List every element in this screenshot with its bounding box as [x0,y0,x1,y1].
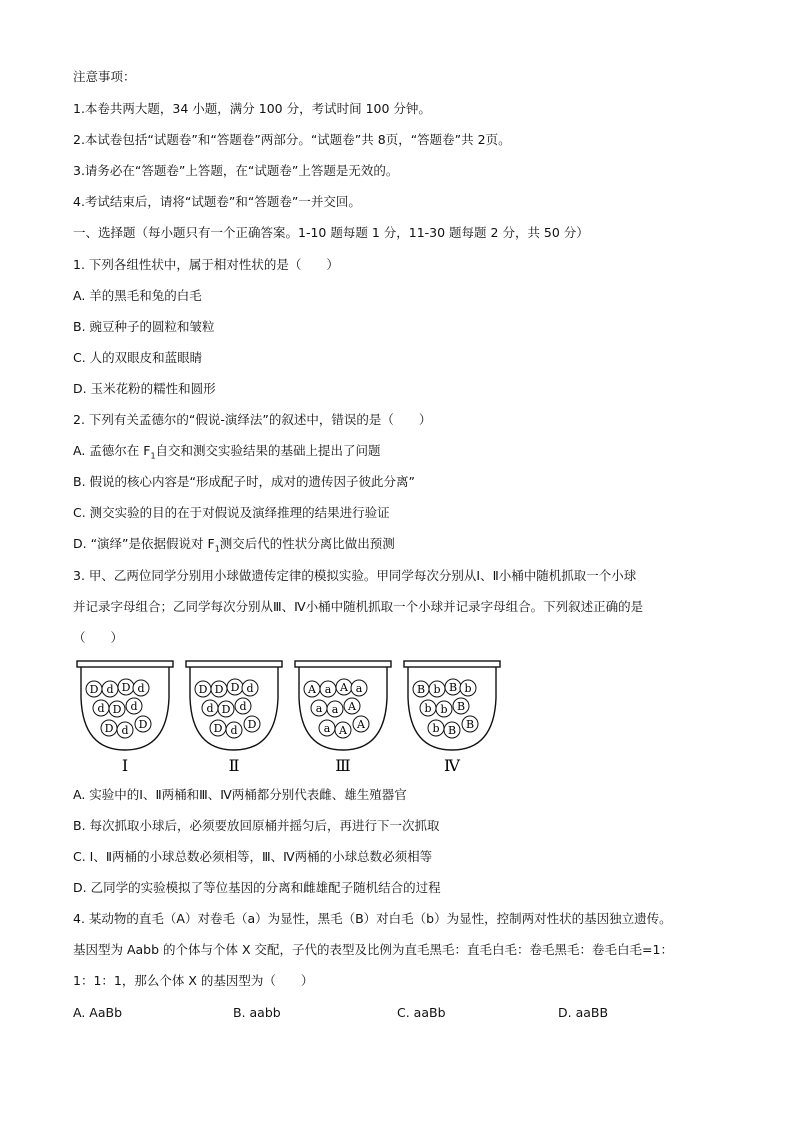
bucket-rim [186,661,282,667]
q3-option-a: A. 实验中的Ⅰ、Ⅱ两桶和Ⅲ、Ⅳ两桶都分别代表雌、雄生殖器官 [73,787,407,802]
notice-item-4: 4.考试结束后，请将“试题卷”和“答题卷”一并交回。 [73,194,361,209]
ball-letter: B [448,681,458,694]
bucket-label: Ⅰ [121,756,129,775]
q2-option-d: D. “演绎”是依据假说对 $F_1$测交后代的性状分离比做出预测 [73,536,395,554]
ball-letter: B [465,718,475,731]
ball-letter: B [416,683,426,696]
ball-letter: A [357,718,365,731]
q1-stem: 1. 下列各组性状中，属于相对性状的是（ ） [73,257,339,272]
ball-letter: a [331,703,339,716]
bucket-1 [77,661,173,775]
bucket-3 [295,661,391,775]
subscript-1: 1 [214,544,220,554]
ball-letter: b [464,682,472,695]
q1-option-d: D. 玉米花粉的糯性和圆形 [73,381,216,396]
ball-letter: b [432,722,440,735]
ball-letter: b [440,703,448,716]
bucket-rim [404,661,500,667]
ball-letter: d [246,682,254,695]
ball-letter: d [106,683,114,696]
q3-stem-line-1: 3. 甲、乙两位同学分别用小球做遗传定律的模拟实验。甲同学每次分别从Ⅰ、Ⅱ小桶中随机抓取一个小球 [73,568,637,583]
ball-letter: D [198,683,208,696]
q3-stem-line-2: 并记录字母组合；乙同学每次分别从Ⅲ、Ⅳ小桶中随机抓取一个小球并记录字母组合。下列叙述正确的是 [73,599,644,614]
q3-option-d: D. 乙同学的实验模拟了等位基因的分离和雌雄配子随机结合的过程 [73,880,441,895]
bucket-rim [295,661,391,667]
ball-letter: B [447,724,457,737]
ball-letter: d [230,724,238,737]
ball-letter: D [138,718,148,731]
subscript-1: 1 [150,451,156,461]
q3-option-c: C. Ⅰ、Ⅱ两桶的小球总数必须相等，Ⅲ、Ⅳ两桶的小球总数必须相等 [73,849,433,864]
q1-option-c: C. 人的双眼皮和蓝眼睛 [73,350,203,365]
bucket-figure [73,658,513,782]
bucket-label: Ⅲ [335,756,351,775]
ball-letter: d [97,702,105,715]
ball-letter: D [247,718,257,731]
q2-option-c: C. 测交实验的目的在于对假说及演绎推理的结果进行验证 [73,505,390,520]
bucket-rim [77,661,173,667]
q4-option-c: C. aaBb [397,1005,446,1020]
q2-option-a: A. 孟德尔在 $F_1$自交和测交实验结果的基础上提出了问题 [73,443,381,461]
ball-letter: d [121,724,129,737]
ball-letter: D [121,681,131,694]
ball-letter: D [89,683,99,696]
q3-stem-line-3: （ ） [73,630,124,645]
q4-option-d: D. aaBB [558,1005,609,1020]
ball-letter: D [213,722,223,735]
ball-letter: d [206,702,214,715]
q1-option-b: B. 豌豆种子的圆粒和皱粒 [73,319,215,334]
q4-stem-line-2: 基因型为 Aabb 的个体与个体 X 交配，子代的表型及比例为直毛黑毛：直毛白毛：卷毛黑毛：卷毛白毛=1： [73,942,673,957]
ball-letter: a [324,683,332,696]
ball-letter: d [239,700,247,713]
ball-letter: A [340,681,348,694]
ball-letter: B [456,700,466,713]
q4-stem-line-3: 1：1：1，那么个体 X 的基因型为（ ） [73,973,314,988]
bucket-4 [404,661,500,775]
q4-option-a: A. AaBb [73,1005,122,1020]
q1-option-a: A. 羊的黑毛和兔的白毛 [73,288,202,303]
ball-letter: A [339,724,347,737]
ball-letter: d [137,682,145,695]
ball-letter: D [104,722,114,735]
notice-title: 注意事项： [73,69,136,84]
bucket-label: Ⅱ [228,756,240,775]
ball-letter: a [315,702,323,715]
q4-option-b: B. aabb [233,1005,281,1020]
bucket-2 [186,661,282,775]
q2-stem: 2. 下列有关孟德尔的“假说-演绎法”的叙述中，错误的是（ ） [73,412,432,427]
bucket-label: Ⅳ [444,756,460,775]
ball-letter: d [130,700,138,713]
buckets-svg [73,658,513,778]
ball-letter: a [355,682,363,695]
notice-item-2: 2.本试卷包括“试题卷”和“答题卷”两部分。“试题卷”共 8页，“答题卷”共 2页。 [73,132,511,147]
ball-letter: A [308,683,316,696]
ball-letter: b [424,702,432,715]
ball-letter: D [230,681,240,694]
notice-item-3: 3.请务必在“答题卷”上答题，在“试题卷”上答题是无效的。 [73,163,399,178]
ball-letter: a [323,722,331,735]
notice-item-1: 1.本卷共两大题，34 小题，满分 100 分，考试时间 100 分钟。 [73,101,431,116]
q4-stem-line-1: 4. 某动物的直毛（A）对卷毛（a）为显性，黑毛（B）对白毛（b）为显性，控制两对性状的基因独立遗传。 [73,911,672,926]
q3-option-b: B. 每次抓取小球后，必须要放回原桶并摇匀后，再进行下一次抓取 [73,818,440,833]
q2-option-b: B. 假说的核心内容是“形成配子时，成对的遗传因子彼此分离” [73,474,415,489]
ball-letter: b [433,683,441,696]
ball-letter: D [112,703,122,716]
section-heading: 一、选择题（每小题只有一个正确答案。1-10 题每题 1 分，11-30 题每题 2 分，共 50 分） [73,225,589,240]
ball-letter: A [348,700,356,713]
ball-letter: D [214,683,224,696]
ball-letter: D [221,703,231,716]
